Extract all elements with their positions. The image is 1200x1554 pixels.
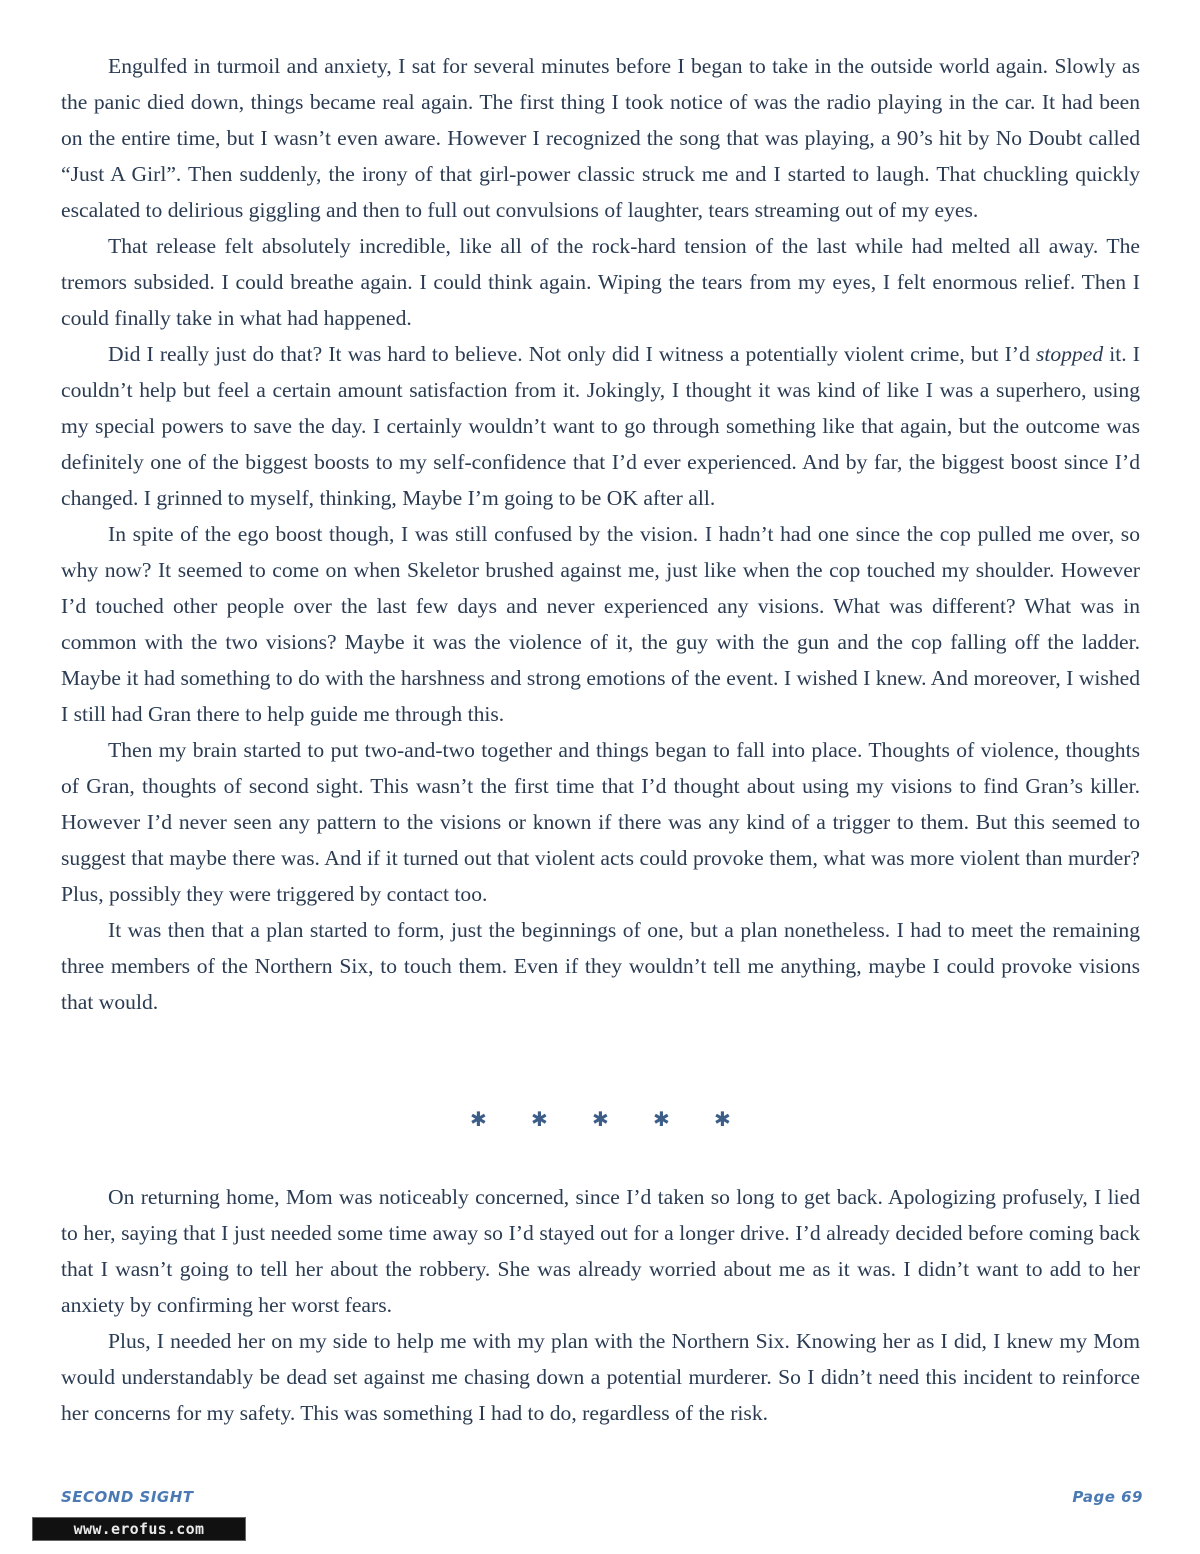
asterisk-icon: ✱: [714, 1107, 731, 1131]
watermark-banner: www.erofus.com: [32, 1517, 246, 1541]
paragraph-text: Did I really just do that? It was hard to believe. Not only did I witness a potentially violent crime, but I’d: [108, 342, 1036, 366]
section-1-body: [61, 48, 1140, 1020]
paragraph: It was then that a plan started to form, just the beginnings of one, but a plan nonetheless. I had to meet the remaining three members of the Northern Six, to touch them. Even if they wouldn’t tell me anything, maybe I could provoke visions that would.: [61, 918, 1140, 1014]
paragraph: That release felt absolutely incredible, like all of the rock-hard tension of the last while had melted all away. The tremors subsided. I could breathe again. I could think again. Wiping the tears from my eyes, I felt enormous relief. Then I could finally take in what had happened.: [61, 234, 1140, 330]
paragraph: Plus, I needed her on my side to help me with my plan with the Northern Six. Knowing her as I did, I knew my Mom would understandably be dead set against me chasing down a potential murderer. So I didn’t need this incident to reinforce her concerns for my safety. This was something I had to do, regardless of the risk.: [61, 1329, 1140, 1425]
paragraph: Then my brain started to put two-and-two together and things began to fall into place. Thoughts of violence, thoughts of Gran, thoughts of second sight. This wasn’t the first time that I’d thought about using my visions to find Gran’s killer. However I’d never seen any pattern to the visions or known if there was any kind of a trigger to them. But this seemed to suggest that maybe there was. And if it turned out that violent acts could provoke them, what was more violent than murder? Plus, possibly they were triggered by contact too.: [61, 738, 1140, 906]
emphasis-text: stopped: [1035, 342, 1104, 366]
paragraph-text: it. I couldn’t help but feel a certain amount satisfaction from it. Jokingly, I thought it was kind of like I was a superhero, using my special powers to save the day. I certainly wouldn’t want to go through something like that again, but the outcome was definitely one of the biggest boosts to my self-confidence that I’d ever experienced. And by far, the biggest boost since I’d changed. I grinned to myself, thinking, Maybe I’m going to be OK after all.: [61, 342, 1141, 510]
asterisk-icon: ✱: [653, 1107, 670, 1131]
asterisk-icon: ✱: [592, 1107, 609, 1131]
paragraph: Engulfed in turmoil and anxiety, I sat for several minutes before I began to take in the outside world again. Slowly as the panic died down, things became real again. The first thing I took notice of was the radio playing in the car. It had been on the entire time, but I wasn’t even aware. However I recognized the song that was playing, a 90’s hit by No Doubt called “Just A Girl”. Then suddenly, the irony of that girl-power classic struck me and I started to laugh. That chuckling quickly escalated to delirious giggling and then to full out convulsions of laughter, tears streaming out of my eyes.: [61, 54, 1140, 222]
footer-page-number: Page 69: [1072, 1488, 1143, 1506]
asterisk-icon: ✱: [531, 1107, 548, 1131]
asterisk-icon: ✱: [470, 1107, 487, 1131]
footer-book-title: SECOND SIGHT: [61, 1488, 194, 1506]
section-2-body: [61, 1179, 1140, 1431]
paragraph: On returning home, Mom was noticeably concerned, since I’d taken so long to get back. Apologizing profusely, I lied to her, saying that I just needed some time away so I’d stayed out for a longer drive. I’d already decided before coming back that I wasn’t going to tell her about the robbery. She was already worried about me as it was. I didn’t want to add to her anxiety by confirming her worst fears.: [61, 1185, 1140, 1317]
section-divider: [0, 1104, 1200, 1134]
paragraph: In spite of the ego boost though, I was still confused by the vision. I hadn’t had one since the cop pulled me over, so why now? It seemed to come on when Skeletor brushed against me, just like when the cop touched my shoulder. However I’d touched other people over the last few days and never experienced any visions. What was different? What was in common with the two visions? Maybe it was the violence of it, the guy with the gun and the cop falling off the ladder. Maybe it had something to do with the harshness and strong emotions of the event. I wished I knew. And moreover, I wished I still had Gran there to help guide me through this.: [61, 522, 1140, 726]
paragraph: [61, 336, 1140, 516]
